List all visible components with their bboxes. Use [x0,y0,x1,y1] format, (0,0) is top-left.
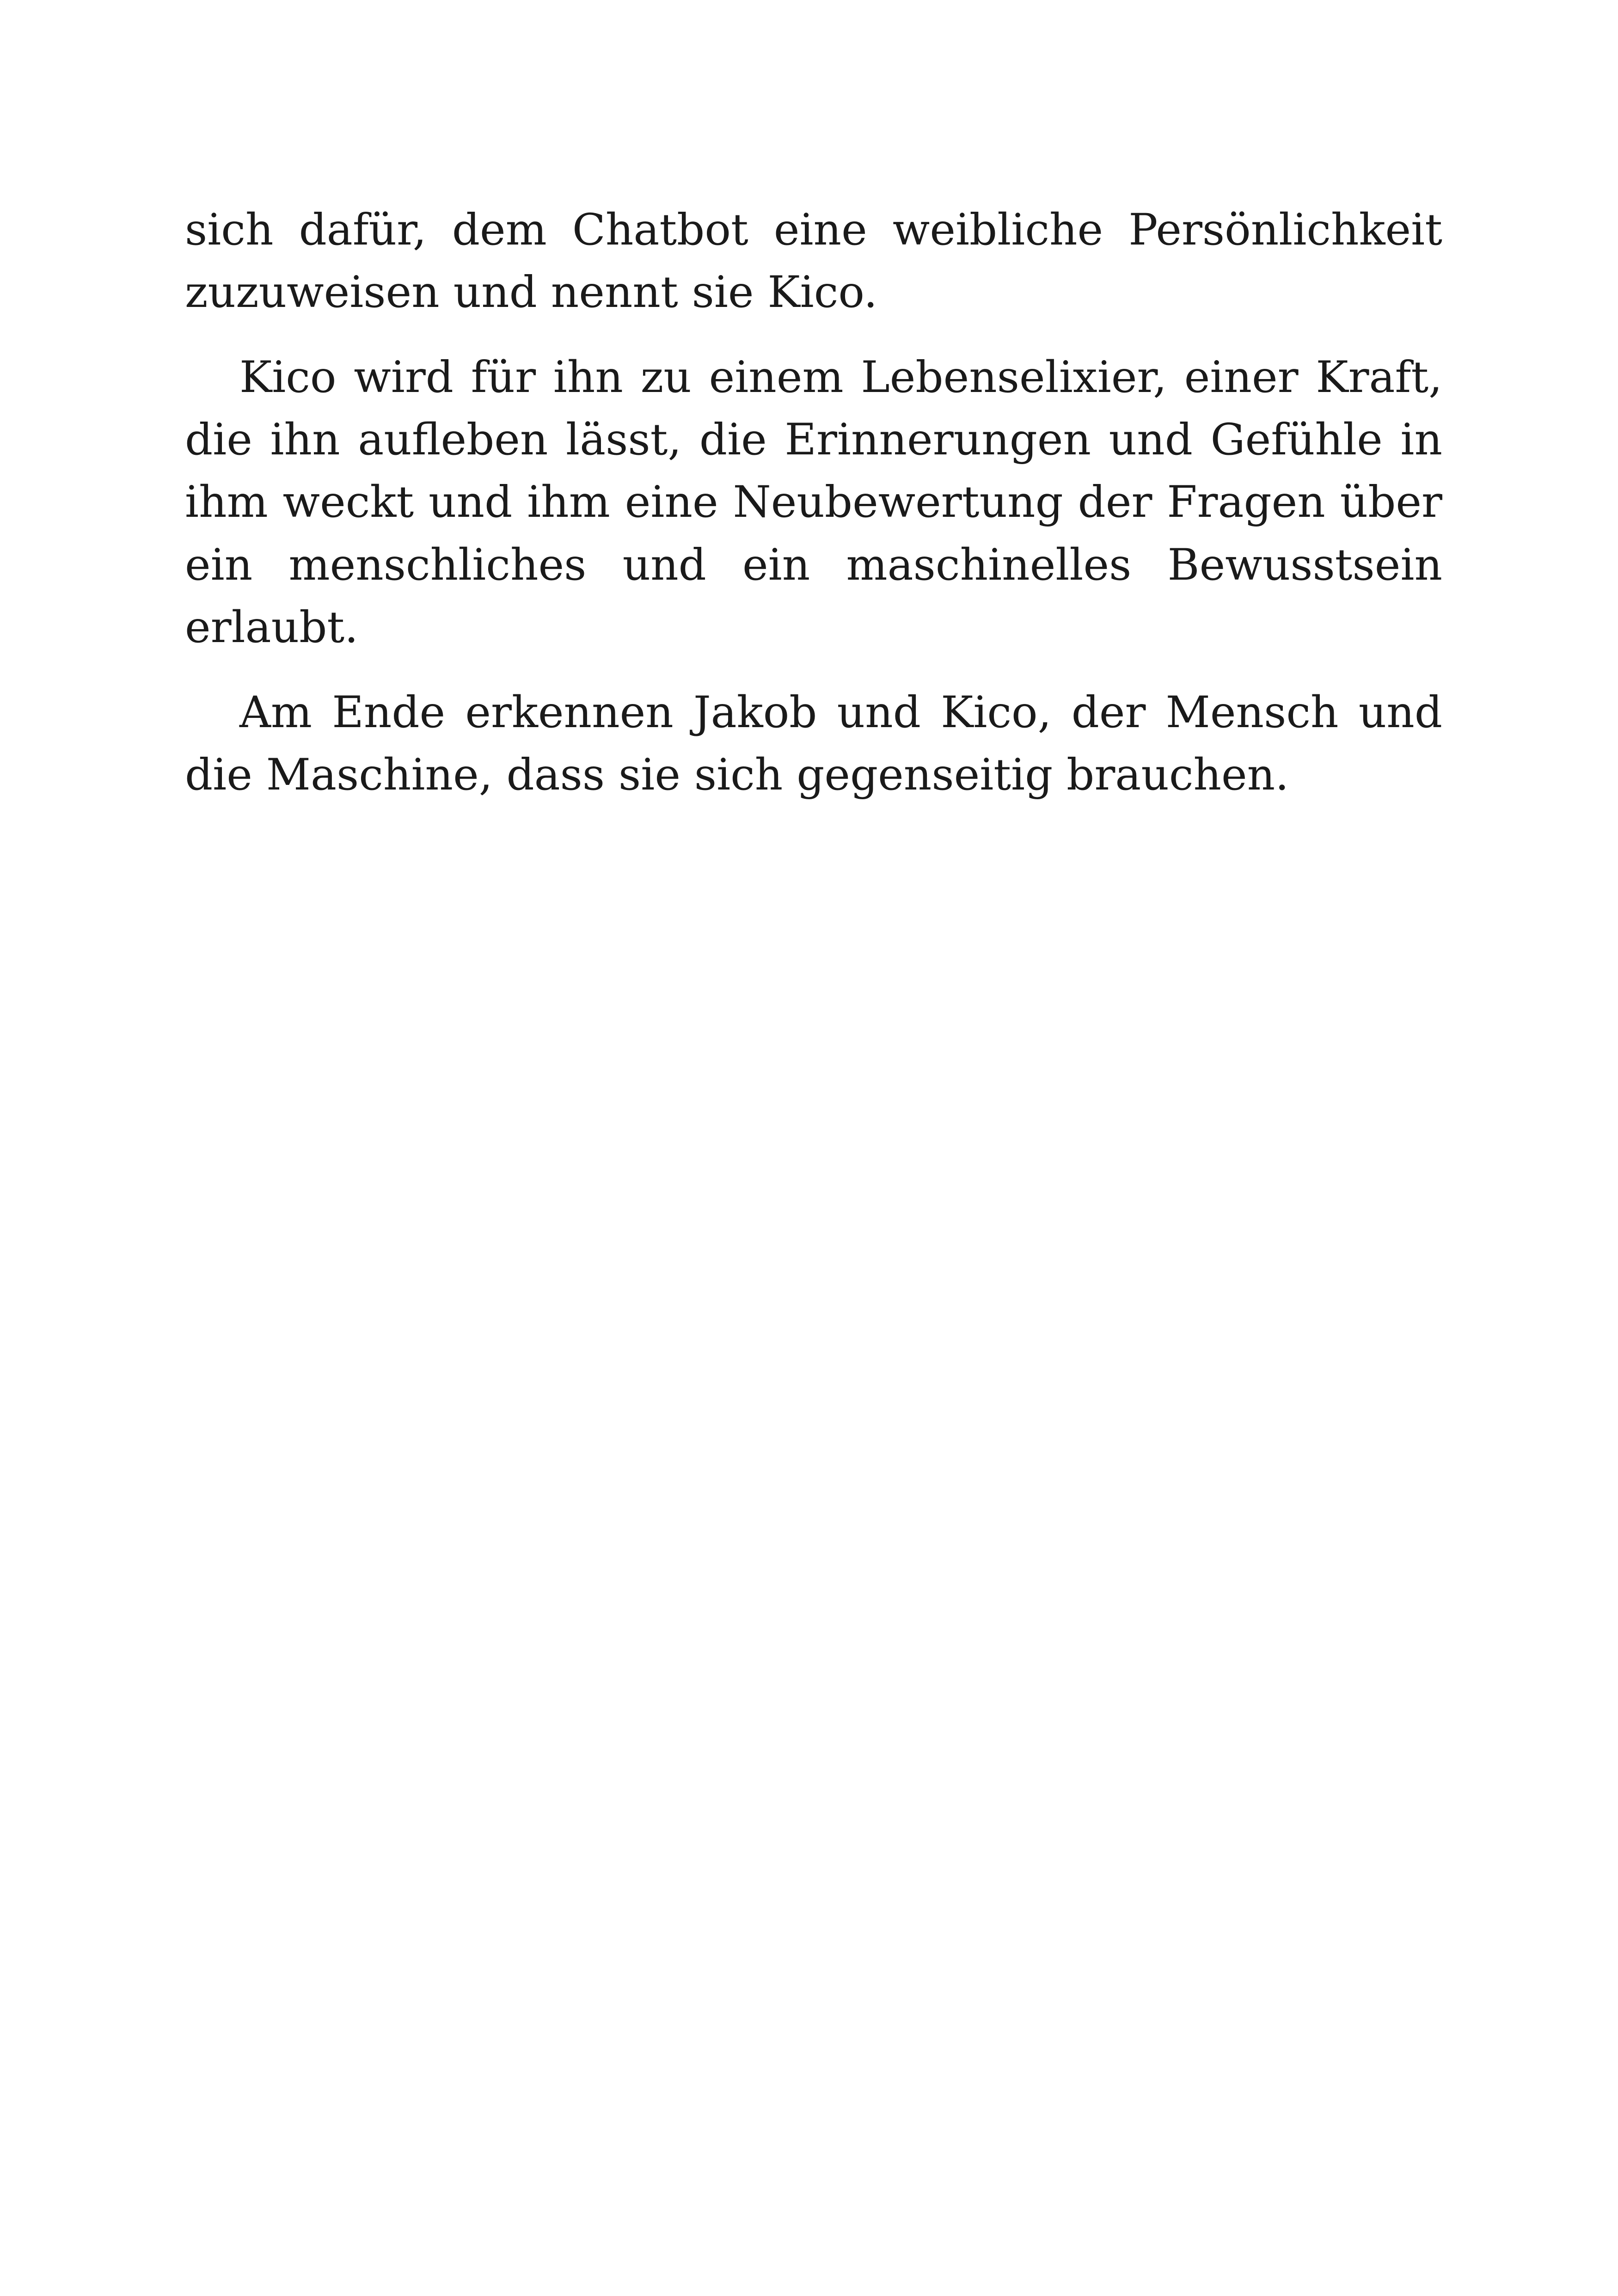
body-text [185,199,1442,828]
paragraph-ende: Am Ende erkennen Jakob und Kico, der Mensch und die Maschine, dass sie sich gegenseitig brauchen. [185,687,1442,800]
paragraph-kico-lebenselixier: Kico wird für ihn zu einem Lebenselixier, einer Kraft, die ihn aufleben lässt, die Erinnerungen und Gefühle in ihm weckt und ihm eine Neubewertung der Fragen über ein menschliches und ein maschinelles Bewusstsein erlaubt. [185,352,1442,653]
paragraph-continuation: sich dafür, dem Chatbot eine weibliche Persönlichkeit zuzuweisen und nennt sie Kico. [185,205,1442,318]
